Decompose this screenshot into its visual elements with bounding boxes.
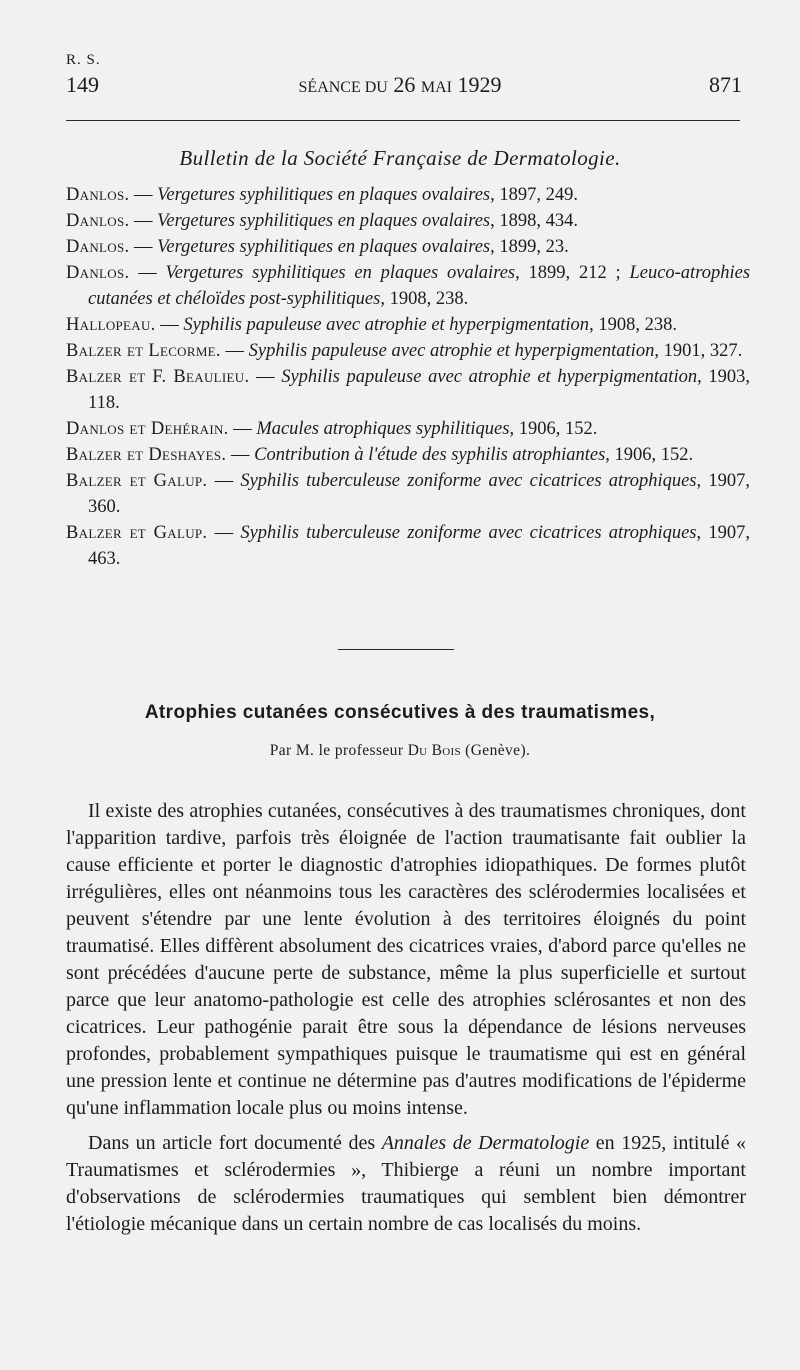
reference-authors: Balzer et Galup. — [66, 523, 208, 543]
reference-details: , 1899, 212 ; — [515, 263, 621, 283]
reference-item: Hallopeau. — Syphilis papuleuse avec atrophie et hyperpigmentation, 1908, 238. — [66, 315, 677, 335]
reference-list — [66, 182, 750, 572]
reference-authors: Danlos. — [66, 237, 130, 257]
series-mark: R. S. — [66, 52, 101, 68]
page-number: 871 — [709, 72, 742, 97]
reference-item: Danlos. — Vergetures syphilitiques en plaques ovalaires, 1898, 434. — [66, 211, 578, 231]
reference-item: Balzer et F. Beaulieu. — Syphilis papuleuse avec atrophie et hyperpigmentation, 1903, 118. — [66, 367, 751, 413]
reference-title: Vergetures syphilitiques en plaques ovalaires — [165, 263, 516, 283]
reference-title: Syphilis papuleuse avec atrophie et hyperpigmentation — [281, 367, 698, 387]
reference-authors: Danlos. — [66, 185, 130, 205]
section-divider — [338, 649, 454, 650]
paragraph — [66, 1130, 746, 1238]
reference-title: Macules atrophiques syphilitiques — [256, 419, 510, 439]
paragraph: Il existe des atrophies cutanées, consécutives à des traumatismes chroniques, dont l'apparition tardive, parfois très éloignée de l'action traumatisante fait oublier la cause efficiente et porter le diagnostic d'atrophies idiopathiques. De formes plutôt irrégulières, elles ont néanmoins tous les caractères des sclérodermies localisées et peuvent s'étendre par une lente évolution à des territoires éloignés du point traumatisé. Elles diffèrent absolument des cicatrices vraies, d'abord parce qu'elles ne sont précédées d'aucune perte de substance, même la plus superficielle et surtout parce que leur anatomo-pathologie est celle des atrophies sclérosantes et non des cicatrices. Leur pathogénie parait être sous la dépendance de lésions nerveuses profondes, probablement sympathiques puisque le traumatisme qui est en général une pression lente et continue ne détermine pas d'autres modifications de l'épiderme qu'une inflammation locale plus ou moins intense. — [66, 800, 746, 1119]
reference-details-secondary: , 1908, 238. — [380, 289, 469, 309]
reference-details: , 1899, 23. — [490, 237, 569, 257]
reference-item: Danlos. — Vergetures syphilitiques en plaques ovalaires, 1897, 249. — [66, 185, 578, 205]
reference-details: , 1897, 249. — [490, 185, 578, 205]
journal-title: Annales de Dermatologie — [381, 1132, 590, 1154]
reference-authors: Danlos. — [66, 263, 130, 283]
reference-details: , 1906, 152. — [605, 445, 694, 465]
bulletin-title: Bulletin de la Société Française de Dermatologie. — [179, 146, 621, 170]
article-body — [66, 798, 746, 1246]
reference-item: Danlos et Dehérain. — Macules atrophiques syphilitiques, 1906, 152. — [66, 419, 598, 439]
reference-authors: Balzer et Lecorme. — [66, 341, 221, 361]
byline-suffix: (Genève). — [465, 742, 531, 759]
session-year: 1929 — [457, 72, 502, 97]
reference-authors: Balzer et Galup. — [66, 471, 208, 491]
reference-item: Balzer et Galup. — Syphilis tuberculeuse zoniforme avec cicatrices atrophiques, 1907, 463. — [66, 523, 751, 569]
reference-title: Vergetures syphilitiques en plaques ovalaires — [157, 185, 491, 205]
reference-title: Syphilis tuberculeuse zoniforme avec cicatrices atrophiques — [240, 523, 697, 543]
reference-details: , 1908, 238. — [589, 315, 677, 335]
reference-item: Balzer et Lecorme. — Syphilis papuleuse avec atrophie et hyperpigmentation, 1901, 327. — [66, 341, 743, 361]
reference-item: Danlos. — Vergetures syphilitiques en plaques ovalaires, 1899, 23. — [66, 237, 569, 257]
session-prefix: SÉANCE DU — [298, 79, 388, 96]
reference-authors: Danlos. — [66, 211, 130, 231]
byline-prefix: Par M. le professeur — [269, 742, 404, 759]
reference-details: , 1907, 463. — [88, 523, 751, 569]
running-header — [0, 72, 800, 98]
reference-authors: Danlos et Dehérain. — [66, 419, 229, 439]
paragraph-text: Dans un article fort documenté des — [88, 1132, 376, 1154]
reference-title: Vergetures syphilitiques en plaques ovalaires — [157, 237, 491, 257]
reference-authors: Balzer et F. Beaulieu. — [66, 367, 250, 387]
session-month: MAI — [420, 79, 452, 96]
left-page-number: 149 — [66, 72, 99, 97]
reference-details: , 1903, 118. — [88, 367, 751, 413]
byline-author: Du Bois — [407, 742, 461, 759]
reference-item: Danlos. — Vergetures syphilitiques en plaques ovalaires, 1899, 212 ; Leuco-atrophies cutanées et chéloïdes post-syphilitiques, 1908, 238. — [66, 263, 751, 309]
reference-title: Syphilis papuleuse avec atrophie et hyperpigmentation — [183, 315, 590, 335]
reference-title: Syphilis papuleuse avec atrophie et hyperpigmentation — [248, 341, 655, 361]
reference-authors: Balzer et Deshayes. — [66, 445, 227, 465]
header-rule — [66, 120, 740, 121]
paragraph-text: en 1925, intitulé « Traumatismes et sclérodermies », Thibierge a réuni un nombre important d'observations de sclérodermies traumatiques qui semblent bien démontrer l'étiologie mécanique dans un certain nombre de cas localisés du moins. — [66, 1132, 747, 1235]
reference-title: Vergetures syphilitiques en plaques ovalaires — [157, 211, 491, 231]
reference-title: Syphilis tuberculeuse zoniforme avec cicatrices atrophiques — [240, 471, 697, 491]
reference-title-secondary: Leuco-atrophies cutanées et chéloïdes post-syphilitiques — [88, 263, 751, 309]
article-title: Atrophies cutanées consécutives à des traumatismes, — [144, 702, 656, 723]
reference-details: , 1901, 327. — [654, 341, 743, 361]
reference-details: , 1906, 152. — [509, 419, 598, 439]
reference-item: Balzer et Galup. — Syphilis tuberculeuse zoniforme avec cicatrices atrophiques, 1907, 360. — [66, 471, 751, 517]
reference-title: Contribution à l'étude des syphilis atrophiantes — [254, 445, 606, 465]
article-byline — [0, 742, 800, 760]
reference-authors: Hallopeau. — [66, 315, 156, 335]
reference-item: Balzer et Deshayes. — Contribution à l'étude des syphilis atrophiantes, 1906, 152. — [66, 445, 694, 465]
reference-details: , 1907, 360. — [88, 471, 751, 517]
session-day: 26 — [393, 72, 416, 97]
reference-details: , 1898, 434. — [490, 211, 578, 231]
